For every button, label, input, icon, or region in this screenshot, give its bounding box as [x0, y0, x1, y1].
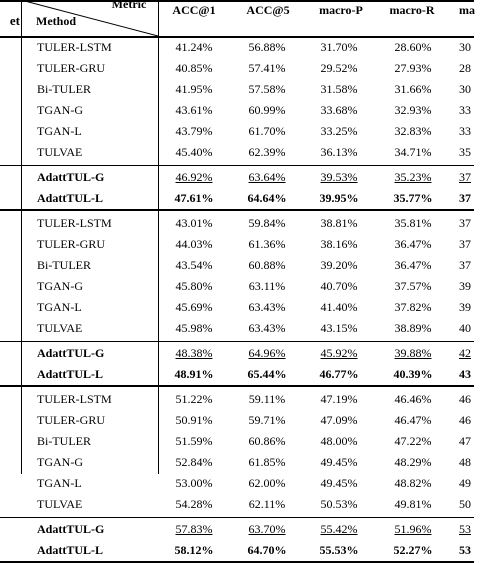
- metric-value: 33: [459, 103, 471, 117]
- metric-value: 33.25%: [320, 124, 358, 138]
- method-name: AdattTUL-L: [37, 543, 104, 557]
- metric-value: 37: [459, 237, 471, 251]
- metric-value: 48.38%: [175, 346, 213, 360]
- method-name: TULER-GRU: [37, 413, 105, 427]
- metric-value: 48.91%: [174, 367, 214, 381]
- header-method-label: Method: [36, 14, 76, 28]
- metric-value: 43: [459, 367, 471, 381]
- metric-value: 59.71%: [248, 413, 286, 427]
- method-name: Bi-TULER: [37, 82, 91, 96]
- table-row: [0, 100, 474, 121]
- metric-value: 43.01%: [175, 216, 213, 230]
- group-separator-rule: [0, 209, 474, 211]
- metric-value: 40.85%: [175, 61, 213, 75]
- metric-value: 39.53%: [320, 170, 358, 184]
- metric-value: 47.61%: [174, 191, 214, 205]
- metric-value: 61.36%: [248, 237, 286, 251]
- metric-value: 63.64%: [248, 170, 286, 184]
- metric-value: 33: [459, 124, 471, 138]
- metric-value: 64.64%: [247, 191, 287, 205]
- metric-value: 34.71%: [394, 145, 432, 159]
- metric-value: 48.82%: [394, 476, 432, 490]
- metric-value: 47.09%: [320, 413, 358, 427]
- proposed-row: [0, 364, 474, 385]
- method-name: TULER-GRU: [37, 61, 105, 75]
- metric-value: 48.00%: [320, 434, 358, 448]
- metric-value: 64.70%: [247, 543, 287, 557]
- metric-value: 29.52%: [320, 61, 358, 75]
- metric-value: 49: [459, 476, 471, 490]
- metric-value: 51.59%: [175, 434, 213, 448]
- metric-value: 40.70%: [320, 279, 358, 293]
- metric-value: 45.69%: [175, 300, 213, 314]
- metric-value: 45.40%: [175, 145, 213, 159]
- header-macro-r: macro-R: [389, 3, 435, 17]
- metric-value: 32.93%: [394, 103, 432, 117]
- table-row: [0, 452, 474, 473]
- metric-value: 59.84%: [248, 216, 286, 230]
- metric-value: 46: [459, 392, 471, 406]
- proposed-separator-rule: [0, 517, 474, 518]
- metric-value: 57.83%: [175, 522, 213, 536]
- metric-value: 57.41%: [248, 61, 286, 75]
- metric-value: 35.81%: [394, 216, 432, 230]
- metric-value: 43.15%: [320, 321, 358, 335]
- metric-value: 45.92%: [320, 346, 358, 360]
- table-row: [0, 121, 474, 142]
- metric-value: 53.00%: [175, 476, 213, 490]
- method-name: TULER-LSTM: [37, 216, 112, 230]
- metric-value: 46.77%: [319, 367, 359, 381]
- metric-value: 63.43%: [248, 300, 286, 314]
- metric-value: 41.24%: [175, 40, 213, 54]
- method-name: TGAN-G: [37, 455, 83, 469]
- metric-value: 35.77%: [393, 191, 433, 205]
- method-name: AdattTUL-G: [37, 170, 105, 184]
- metric-value: 61.85%: [248, 455, 286, 469]
- metric-value: 38.81%: [320, 216, 358, 230]
- metric-value: 49.81%: [394, 497, 432, 511]
- metric-value: 43.61%: [175, 103, 213, 117]
- method-name: TULVAE: [37, 497, 83, 511]
- header-acc5: ACC@5: [246, 3, 290, 17]
- header-dataset-cut-label: et: [9, 13, 20, 28]
- metric-value: 31.70%: [320, 40, 358, 54]
- metric-value: 38.16%: [320, 237, 358, 251]
- metric-value: 45.80%: [175, 279, 213, 293]
- metric-value: 61.70%: [248, 124, 286, 138]
- metric-value: 46.47%: [394, 413, 432, 427]
- metric-value: 62.00%: [248, 476, 286, 490]
- table-row: [0, 494, 474, 515]
- metric-value: 46.92%: [175, 170, 213, 184]
- metric-value: 53: [459, 543, 471, 557]
- table-row: [0, 58, 474, 79]
- metric-value: 60.86%: [248, 434, 286, 448]
- metric-value: 41.95%: [175, 82, 213, 96]
- metric-value: 37.57%: [394, 279, 432, 293]
- metric-value: 36.47%: [394, 258, 432, 272]
- table-row: [0, 255, 474, 276]
- metric-value: 46: [459, 413, 471, 427]
- method-name: TULER-LSTM: [37, 392, 112, 406]
- metric-value: 35: [459, 145, 471, 159]
- method-name: TULER-GRU: [37, 237, 105, 251]
- metric-value: 43.79%: [175, 124, 213, 138]
- metric-value: 42: [459, 346, 471, 360]
- metric-value: 47.22%: [394, 434, 432, 448]
- method-name: AdattTUL-G: [37, 522, 105, 536]
- table-row: [0, 431, 474, 452]
- proposed-row: [0, 519, 474, 540]
- method-name: AdattTUL-G: [37, 346, 105, 360]
- metric-value: 57.58%: [248, 82, 286, 96]
- method-name: AdattTUL-L: [37, 367, 104, 381]
- table-row: [0, 276, 474, 297]
- header-macro-p: macro-P: [319, 3, 363, 17]
- metric-value: 60.88%: [248, 258, 286, 272]
- metric-value: 55.53%: [319, 543, 359, 557]
- metric-value: 47: [459, 434, 471, 448]
- metric-value: 43.54%: [175, 258, 213, 272]
- metric-value: 39: [459, 300, 471, 314]
- metric-value: 37: [459, 170, 471, 184]
- metric-value: 40.39%: [393, 367, 433, 381]
- metric-value: 51.22%: [175, 392, 213, 406]
- header-metric-label: Metric: [111, 0, 147, 11]
- table-row: [0, 79, 474, 100]
- metric-value: 52.27%: [393, 543, 433, 557]
- metric-value: 28.60%: [394, 40, 432, 54]
- method-name: TGAN-L: [37, 476, 82, 490]
- metric-value: 39.88%: [394, 346, 432, 360]
- metric-value: 50.91%: [175, 413, 213, 427]
- metric-value: 36.47%: [394, 237, 432, 251]
- metric-value: 53: [459, 522, 471, 536]
- proposed-separator-rule: [0, 341, 474, 342]
- table-row: [0, 297, 474, 318]
- proposed-row: [0, 167, 474, 188]
- metric-value: 36.13%: [320, 145, 358, 159]
- header-macro-f1-cut: ma: [459, 3, 475, 17]
- table-row: [0, 389, 474, 410]
- method-name: Bi-TULER: [37, 434, 91, 448]
- method-name: TGAN-L: [37, 300, 82, 314]
- metric-value: 62.39%: [248, 145, 286, 159]
- metric-value: 31.66%: [394, 82, 432, 96]
- table-row: [0, 473, 474, 494]
- metric-value: 27.93%: [394, 61, 432, 75]
- table-row: [0, 213, 474, 234]
- metric-value: 65.44%: [247, 367, 287, 381]
- metric-value: 37: [459, 216, 471, 230]
- metric-value: 52.84%: [175, 455, 213, 469]
- proposed-row: [0, 343, 474, 364]
- metric-value: 48.29%: [394, 455, 432, 469]
- table-row: [0, 410, 474, 431]
- metric-value: 48: [459, 455, 471, 469]
- metric-value: 28: [459, 61, 471, 75]
- metric-value: 44.03%: [175, 237, 213, 251]
- method-name: TGAN-L: [37, 124, 82, 138]
- proposed-row: [0, 188, 474, 209]
- group-separator-rule: [0, 385, 474, 387]
- metric-value: 56.88%: [248, 40, 286, 54]
- method-name: AdattTUL-L: [37, 191, 104, 205]
- method-name: Bi-TULER: [37, 258, 91, 272]
- metric-value: 39.95%: [319, 191, 359, 205]
- metric-value: 35.23%: [394, 170, 432, 184]
- metric-value: 39: [459, 279, 471, 293]
- metric-value: 45.98%: [175, 321, 213, 335]
- metric-value: 40: [459, 321, 471, 335]
- metric-value: 32.83%: [394, 124, 432, 138]
- metric-value: 55.42%: [320, 522, 358, 536]
- proposed-row: [0, 540, 474, 561]
- metric-value: 49.45%: [320, 476, 358, 490]
- metric-value: 64.96%: [248, 346, 286, 360]
- metric-value: 33.68%: [320, 103, 358, 117]
- metric-value: 49.45%: [320, 455, 358, 469]
- metric-value: 63.70%: [248, 522, 286, 536]
- metric-value: 63.11%: [248, 279, 286, 293]
- metric-value: 46.46%: [394, 392, 432, 406]
- metric-value: 37.82%: [394, 300, 432, 314]
- metric-value: 30: [459, 82, 471, 96]
- table-row: [0, 318, 474, 339]
- metric-value: 59.11%: [248, 392, 286, 406]
- metric-value: 62.11%: [248, 497, 286, 511]
- metric-value: 31.58%: [320, 82, 358, 96]
- metric-value: 47.19%: [320, 392, 358, 406]
- header-acc1: ACC@1: [172, 3, 216, 17]
- table-row: [0, 142, 474, 163]
- method-name: TGAN-G: [37, 103, 83, 117]
- proposed-separator-rule: [0, 165, 474, 166]
- method-name: TULVAE: [37, 321, 83, 335]
- metric-value: 51.96%: [394, 522, 432, 536]
- method-name: TGAN-G: [37, 279, 83, 293]
- metric-value: 58.12%: [174, 543, 214, 557]
- metric-value: 39.20%: [320, 258, 358, 272]
- metric-value: 37: [459, 258, 471, 272]
- metric-value: 30: [459, 40, 471, 54]
- metric-value: 50: [459, 497, 471, 511]
- metric-value: 37: [459, 191, 471, 205]
- method-name: TULVAE: [37, 145, 83, 159]
- metric-value: 50.53%: [320, 497, 358, 511]
- metric-value: 38.89%: [394, 321, 432, 335]
- metric-value: 60.99%: [248, 103, 286, 117]
- metric-value: 63.43%: [248, 321, 286, 335]
- table-row: [0, 234, 474, 255]
- metric-value: 54.28%: [175, 497, 213, 511]
- metric-value: 41.40%: [320, 300, 358, 314]
- table-row: [0, 37, 474, 58]
- method-name: TULER-LSTM: [37, 40, 112, 54]
